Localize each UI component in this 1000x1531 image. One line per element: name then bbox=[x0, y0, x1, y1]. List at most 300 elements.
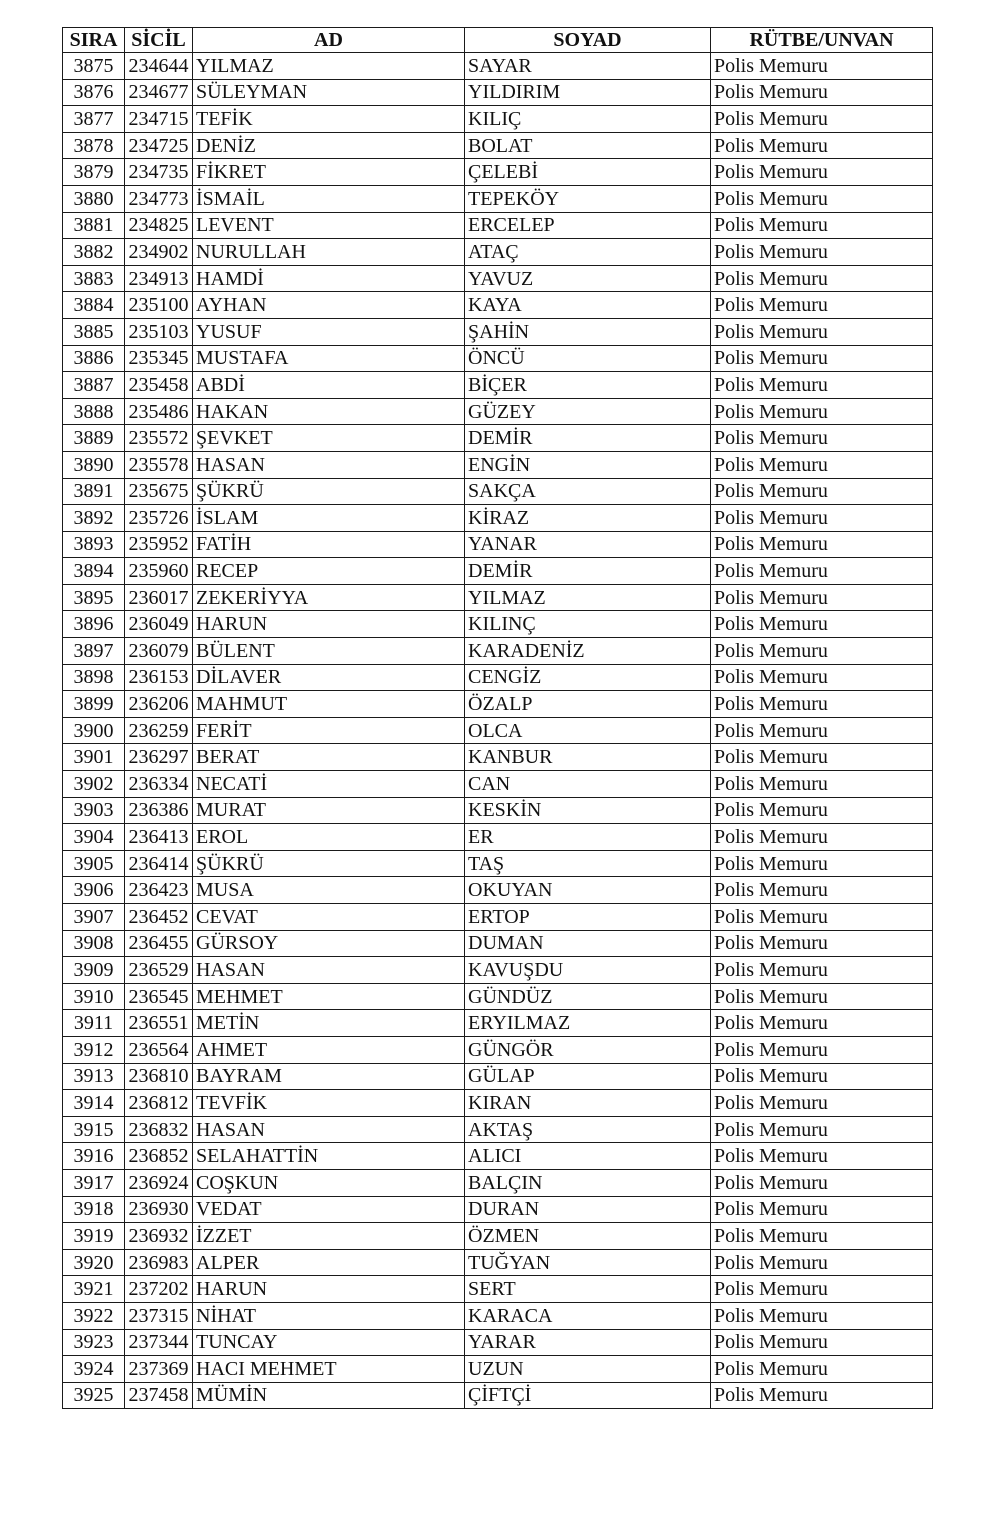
cell-sicil: 236206 bbox=[125, 691, 193, 718]
cell-sicil: 234773 bbox=[125, 185, 193, 212]
cell-ad: MURAT bbox=[193, 797, 465, 824]
cell-sira: 3876 bbox=[63, 79, 125, 106]
header-sira: SIRA bbox=[63, 28, 125, 53]
cell-ad: HASAN bbox=[193, 957, 465, 984]
cell-sicil: 236983 bbox=[125, 1249, 193, 1276]
cell-soyad: ATAÇ bbox=[465, 239, 711, 266]
table-row bbox=[63, 1249, 933, 1276]
cell-soyad: KILIÇ bbox=[465, 106, 711, 133]
cell-ad: LEVENT bbox=[193, 212, 465, 239]
cell-rutbe-unvan: Polis Memuru bbox=[711, 372, 933, 399]
cell-rutbe-unvan: Polis Memuru bbox=[711, 318, 933, 345]
cell-ad: HARUN bbox=[193, 611, 465, 638]
cell-sira: 3898 bbox=[63, 664, 125, 691]
table-row bbox=[63, 611, 933, 638]
cell-soyad: DURAN bbox=[465, 1196, 711, 1223]
cell-sira: 3896 bbox=[63, 611, 125, 638]
cell-sira: 3889 bbox=[63, 425, 125, 452]
cell-ad: TUNCAY bbox=[193, 1329, 465, 1356]
table-row bbox=[63, 1302, 933, 1329]
cell-ad: İSLAM bbox=[193, 505, 465, 532]
cell-sicil: 234902 bbox=[125, 239, 193, 266]
cell-sicil: 234913 bbox=[125, 265, 193, 292]
cell-sicil: 237315 bbox=[125, 1302, 193, 1329]
personnel-table bbox=[62, 27, 933, 1409]
cell-soyad: DEMİR bbox=[465, 425, 711, 452]
cell-ad: YUSUF bbox=[193, 318, 465, 345]
table-row bbox=[63, 930, 933, 957]
cell-rutbe-unvan: Polis Memuru bbox=[711, 1249, 933, 1276]
cell-sira: 3908 bbox=[63, 930, 125, 957]
cell-ad: VEDAT bbox=[193, 1196, 465, 1223]
cell-ad: DENİZ bbox=[193, 132, 465, 159]
table-row bbox=[63, 425, 933, 452]
cell-sicil: 235458 bbox=[125, 372, 193, 399]
cell-soyad: ALICI bbox=[465, 1143, 711, 1170]
table-row bbox=[63, 372, 933, 399]
cell-sicil: 236930 bbox=[125, 1196, 193, 1223]
table-row bbox=[63, 1382, 933, 1409]
cell-sicil: 236564 bbox=[125, 1036, 193, 1063]
cell-sicil: 234735 bbox=[125, 159, 193, 186]
header-ad: AD bbox=[193, 28, 465, 53]
table-row bbox=[63, 957, 933, 984]
cell-soyad: ÖZALP bbox=[465, 691, 711, 718]
cell-rutbe-unvan: Polis Memuru bbox=[711, 664, 933, 691]
header-rutbe-unvan: RÜTBE/UNVAN bbox=[711, 28, 933, 53]
cell-ad: ŞÜKRÜ bbox=[193, 478, 465, 505]
cell-ad: COŞKUN bbox=[193, 1169, 465, 1196]
cell-sicil: 236551 bbox=[125, 1010, 193, 1037]
table-row bbox=[63, 345, 933, 372]
table-row bbox=[63, 850, 933, 877]
cell-sira: 3903 bbox=[63, 797, 125, 824]
cell-rutbe-unvan: Polis Memuru bbox=[711, 1116, 933, 1143]
cell-sira: 3916 bbox=[63, 1143, 125, 1170]
cell-rutbe-unvan: Polis Memuru bbox=[711, 451, 933, 478]
cell-sira: 3922 bbox=[63, 1302, 125, 1329]
table-row bbox=[63, 824, 933, 851]
cell-ad: ŞEVKET bbox=[193, 425, 465, 452]
cell-sira: 3905 bbox=[63, 850, 125, 877]
cell-sira: 3878 bbox=[63, 132, 125, 159]
cell-sira: 3911 bbox=[63, 1010, 125, 1037]
cell-sicil: 237369 bbox=[125, 1356, 193, 1383]
cell-soyad: KIRAN bbox=[465, 1090, 711, 1117]
cell-sira: 3875 bbox=[63, 53, 125, 80]
table-row bbox=[63, 717, 933, 744]
cell-soyad: GÜNGÖR bbox=[465, 1036, 711, 1063]
header-row bbox=[63, 28, 933, 53]
cell-soyad: DUMAN bbox=[465, 930, 711, 957]
cell-sicil: 235486 bbox=[125, 398, 193, 425]
table-row bbox=[63, 797, 933, 824]
cell-rutbe-unvan: Polis Memuru bbox=[711, 1356, 933, 1383]
table-row bbox=[63, 664, 933, 691]
cell-ad: ALPER bbox=[193, 1249, 465, 1276]
cell-ad: METİN bbox=[193, 1010, 465, 1037]
cell-rutbe-unvan: Polis Memuru bbox=[711, 717, 933, 744]
cell-rutbe-unvan: Polis Memuru bbox=[711, 345, 933, 372]
cell-soyad: ERTOP bbox=[465, 904, 711, 931]
cell-soyad: KANBUR bbox=[465, 744, 711, 771]
cell-ad: AYHAN bbox=[193, 292, 465, 319]
cell-rutbe-unvan: Polis Memuru bbox=[711, 584, 933, 611]
cell-soyad: KAVUŞDU bbox=[465, 957, 711, 984]
cell-ad: BERAT bbox=[193, 744, 465, 771]
cell-sira: 3907 bbox=[63, 904, 125, 931]
cell-rutbe-unvan: Polis Memuru bbox=[711, 265, 933, 292]
cell-ad: HAMDİ bbox=[193, 265, 465, 292]
cell-sira: 3899 bbox=[63, 691, 125, 718]
table-row bbox=[63, 1143, 933, 1170]
cell-soyad: KARADENİZ bbox=[465, 638, 711, 665]
cell-soyad: CENGİZ bbox=[465, 664, 711, 691]
cell-rutbe-unvan: Polis Memuru bbox=[711, 531, 933, 558]
cell-sira: 3877 bbox=[63, 106, 125, 133]
cell-rutbe-unvan: Polis Memuru bbox=[711, 638, 933, 665]
cell-rutbe-unvan: Polis Memuru bbox=[711, 744, 933, 771]
cell-rutbe-unvan: Polis Memuru bbox=[711, 824, 933, 851]
cell-soyad: GÜLAP bbox=[465, 1063, 711, 1090]
cell-sira: 3895 bbox=[63, 584, 125, 611]
cell-ad: MAHMUT bbox=[193, 691, 465, 718]
cell-rutbe-unvan: Polis Memuru bbox=[711, 79, 933, 106]
cell-rutbe-unvan: Polis Memuru bbox=[711, 1143, 933, 1170]
cell-soyad: TEPEKÖY bbox=[465, 185, 711, 212]
cell-sira: 3912 bbox=[63, 1036, 125, 1063]
cell-rutbe-unvan: Polis Memuru bbox=[711, 1223, 933, 1250]
cell-rutbe-unvan: Polis Memuru bbox=[711, 239, 933, 266]
cell-soyad: KILINÇ bbox=[465, 611, 711, 638]
cell-sicil: 236334 bbox=[125, 771, 193, 798]
cell-sicil: 236049 bbox=[125, 611, 193, 638]
cell-rutbe-unvan: Polis Memuru bbox=[711, 850, 933, 877]
cell-sicil: 235960 bbox=[125, 558, 193, 585]
cell-soyad: KESKİN bbox=[465, 797, 711, 824]
table-row bbox=[63, 1063, 933, 1090]
cell-soyad: ŞAHİN bbox=[465, 318, 711, 345]
cell-sira: 3879 bbox=[63, 159, 125, 186]
cell-ad: İZZET bbox=[193, 1223, 465, 1250]
cell-soyad: BİÇER bbox=[465, 372, 711, 399]
cell-ad: NECATİ bbox=[193, 771, 465, 798]
cell-ad: SELAHATTİN bbox=[193, 1143, 465, 1170]
cell-sicil: 236079 bbox=[125, 638, 193, 665]
cell-rutbe-unvan: Polis Memuru bbox=[711, 1010, 933, 1037]
cell-rutbe-unvan: Polis Memuru bbox=[711, 1329, 933, 1356]
cell-sira: 3894 bbox=[63, 558, 125, 585]
cell-soyad: TAŞ bbox=[465, 850, 711, 877]
cell-rutbe-unvan: Polis Memuru bbox=[711, 983, 933, 1010]
table-row bbox=[63, 478, 933, 505]
cell-sira: 3884 bbox=[63, 292, 125, 319]
cell-sira: 3901 bbox=[63, 744, 125, 771]
cell-soyad: BALÇIN bbox=[465, 1169, 711, 1196]
cell-sira: 3902 bbox=[63, 771, 125, 798]
cell-sicil: 234725 bbox=[125, 132, 193, 159]
cell-rutbe-unvan: Polis Memuru bbox=[711, 132, 933, 159]
cell-sicil: 236452 bbox=[125, 904, 193, 931]
cell-sicil: 236414 bbox=[125, 850, 193, 877]
table-row bbox=[63, 1090, 933, 1117]
cell-sira: 3890 bbox=[63, 451, 125, 478]
cell-sira: 3923 bbox=[63, 1329, 125, 1356]
cell-ad: HACI MEHMET bbox=[193, 1356, 465, 1383]
table-row bbox=[63, 1329, 933, 1356]
cell-ad: AHMET bbox=[193, 1036, 465, 1063]
cell-sicil: 236852 bbox=[125, 1143, 193, 1170]
cell-sira: 3917 bbox=[63, 1169, 125, 1196]
cell-sicil: 236545 bbox=[125, 983, 193, 1010]
cell-rutbe-unvan: Polis Memuru bbox=[711, 691, 933, 718]
cell-sicil: 234677 bbox=[125, 79, 193, 106]
table-row bbox=[63, 292, 933, 319]
cell-rutbe-unvan: Polis Memuru bbox=[711, 1196, 933, 1223]
cell-sira: 3900 bbox=[63, 717, 125, 744]
cell-rutbe-unvan: Polis Memuru bbox=[711, 478, 933, 505]
cell-sicil: 234715 bbox=[125, 106, 193, 133]
cell-sicil: 236832 bbox=[125, 1116, 193, 1143]
table-row bbox=[63, 638, 933, 665]
table-row bbox=[63, 877, 933, 904]
cell-rutbe-unvan: Polis Memuru bbox=[711, 877, 933, 904]
cell-soyad: ÇELEBİ bbox=[465, 159, 711, 186]
cell-rutbe-unvan: Polis Memuru bbox=[711, 425, 933, 452]
cell-soyad: ÖNCÜ bbox=[465, 345, 711, 372]
cell-soyad: SAYAR bbox=[465, 53, 711, 80]
cell-ad: EROL bbox=[193, 824, 465, 851]
cell-sira: 3882 bbox=[63, 239, 125, 266]
table-row bbox=[63, 691, 933, 718]
cell-sira: 3919 bbox=[63, 1223, 125, 1250]
cell-rutbe-unvan: Polis Memuru bbox=[711, 957, 933, 984]
cell-ad: CEVAT bbox=[193, 904, 465, 931]
cell-ad: BÜLENT bbox=[193, 638, 465, 665]
cell-rutbe-unvan: Polis Memuru bbox=[711, 53, 933, 80]
table-row bbox=[63, 1036, 933, 1063]
cell-sicil: 236259 bbox=[125, 717, 193, 744]
cell-rutbe-unvan: Polis Memuru bbox=[711, 292, 933, 319]
cell-soyad: SERT bbox=[465, 1276, 711, 1303]
cell-ad: MUSA bbox=[193, 877, 465, 904]
cell-ad: TEVFİK bbox=[193, 1090, 465, 1117]
cell-rutbe-unvan: Polis Memuru bbox=[711, 212, 933, 239]
cell-sicil: 236386 bbox=[125, 797, 193, 824]
cell-sicil: 237458 bbox=[125, 1382, 193, 1409]
table-row bbox=[63, 744, 933, 771]
cell-ad: ZEKERİYYA bbox=[193, 584, 465, 611]
cell-soyad: YAVUZ bbox=[465, 265, 711, 292]
table-row bbox=[63, 318, 933, 345]
cell-sira: 3921 bbox=[63, 1276, 125, 1303]
cell-soyad: GÜNDÜZ bbox=[465, 983, 711, 1010]
cell-sira: 3910 bbox=[63, 983, 125, 1010]
cell-sicil: 236153 bbox=[125, 664, 193, 691]
cell-ad: BAYRAM bbox=[193, 1063, 465, 1090]
cell-soyad: KİRAZ bbox=[465, 505, 711, 532]
table-row bbox=[63, 79, 933, 106]
table-row bbox=[63, 451, 933, 478]
table-row bbox=[63, 212, 933, 239]
cell-sicil: 236413 bbox=[125, 824, 193, 851]
cell-sicil: 235675 bbox=[125, 478, 193, 505]
cell-soyad: YILMAZ bbox=[465, 584, 711, 611]
cell-sicil: 235572 bbox=[125, 425, 193, 452]
cell-sira: 3897 bbox=[63, 638, 125, 665]
cell-soyad: ER bbox=[465, 824, 711, 851]
cell-ad: SÜLEYMAN bbox=[193, 79, 465, 106]
cell-sira: 3888 bbox=[63, 398, 125, 425]
table-row bbox=[63, 265, 933, 292]
table-row bbox=[63, 1196, 933, 1223]
cell-sira: 3904 bbox=[63, 824, 125, 851]
cell-rutbe-unvan: Polis Memuru bbox=[711, 611, 933, 638]
table-row bbox=[63, 398, 933, 425]
cell-ad: TEFİK bbox=[193, 106, 465, 133]
cell-sicil: 235952 bbox=[125, 531, 193, 558]
table-row bbox=[63, 1276, 933, 1303]
cell-rutbe-unvan: Polis Memuru bbox=[711, 505, 933, 532]
cell-soyad: ERYILMAZ bbox=[465, 1010, 711, 1037]
cell-sicil: 235100 bbox=[125, 292, 193, 319]
cell-sicil: 237344 bbox=[125, 1329, 193, 1356]
cell-sira: 3913 bbox=[63, 1063, 125, 1090]
table-row bbox=[63, 132, 933, 159]
cell-soyad: YILDIRIM bbox=[465, 79, 711, 106]
cell-sira: 3892 bbox=[63, 505, 125, 532]
table-row bbox=[63, 983, 933, 1010]
cell-sicil: 235726 bbox=[125, 505, 193, 532]
cell-ad: MEHMET bbox=[193, 983, 465, 1010]
cell-sicil: 236297 bbox=[125, 744, 193, 771]
table-row bbox=[63, 904, 933, 931]
cell-sicil: 236812 bbox=[125, 1090, 193, 1117]
cell-sira: 3925 bbox=[63, 1382, 125, 1409]
cell-soyad: SAKÇA bbox=[465, 478, 711, 505]
cell-rutbe-unvan: Polis Memuru bbox=[711, 1169, 933, 1196]
table-row bbox=[63, 1116, 933, 1143]
cell-soyad: ERCELEP bbox=[465, 212, 711, 239]
cell-soyad: CAN bbox=[465, 771, 711, 798]
cell-ad: HARUN bbox=[193, 1276, 465, 1303]
cell-rutbe-unvan: Polis Memuru bbox=[711, 1276, 933, 1303]
cell-sira: 3909 bbox=[63, 957, 125, 984]
cell-soyad: TUĞYAN bbox=[465, 1249, 711, 1276]
table-row bbox=[63, 531, 933, 558]
cell-sira: 3914 bbox=[63, 1090, 125, 1117]
cell-soyad: ÖZMEN bbox=[465, 1223, 711, 1250]
cell-soyad: BOLAT bbox=[465, 132, 711, 159]
cell-sicil: 234644 bbox=[125, 53, 193, 80]
cell-sicil: 234825 bbox=[125, 212, 193, 239]
cell-rutbe-unvan: Polis Memuru bbox=[711, 771, 933, 798]
cell-ad: HAKAN bbox=[193, 398, 465, 425]
cell-soyad: AKTAŞ bbox=[465, 1116, 711, 1143]
cell-sira: 3881 bbox=[63, 212, 125, 239]
table-row bbox=[63, 505, 933, 532]
cell-sicil: 235345 bbox=[125, 345, 193, 372]
table-row bbox=[63, 159, 933, 186]
cell-sira: 3893 bbox=[63, 531, 125, 558]
table-row bbox=[63, 584, 933, 611]
table-row bbox=[63, 1356, 933, 1383]
cell-sira: 3906 bbox=[63, 877, 125, 904]
cell-soyad: KAYA bbox=[465, 292, 711, 319]
cell-sicil: 236810 bbox=[125, 1063, 193, 1090]
cell-rutbe-unvan: Polis Memuru bbox=[711, 1063, 933, 1090]
table-header bbox=[63, 28, 933, 53]
cell-sira: 3886 bbox=[63, 345, 125, 372]
table-row bbox=[63, 771, 933, 798]
cell-sira: 3891 bbox=[63, 478, 125, 505]
cell-ad: DİLAVER bbox=[193, 664, 465, 691]
cell-soyad: ÇİFTÇİ bbox=[465, 1382, 711, 1409]
cell-ad: NİHAT bbox=[193, 1302, 465, 1329]
table-row bbox=[63, 185, 933, 212]
cell-soyad: GÜZEY bbox=[465, 398, 711, 425]
cell-soyad: DEMİR bbox=[465, 558, 711, 585]
header-soyad: SOYAD bbox=[465, 28, 711, 53]
cell-sira: 3883 bbox=[63, 265, 125, 292]
table-row bbox=[63, 106, 933, 133]
cell-sicil: 236932 bbox=[125, 1223, 193, 1250]
cell-ad: GÜRSOY bbox=[193, 930, 465, 957]
cell-rutbe-unvan: Polis Memuru bbox=[711, 185, 933, 212]
cell-rutbe-unvan: Polis Memuru bbox=[711, 904, 933, 931]
cell-rutbe-unvan: Polis Memuru bbox=[711, 106, 933, 133]
table-row bbox=[63, 239, 933, 266]
cell-sicil: 236455 bbox=[125, 930, 193, 957]
cell-ad: NURULLAH bbox=[193, 239, 465, 266]
table-body bbox=[63, 53, 933, 1409]
cell-ad: RECEP bbox=[193, 558, 465, 585]
cell-ad: FATİH bbox=[193, 531, 465, 558]
cell-soyad: UZUN bbox=[465, 1356, 711, 1383]
cell-ad: MÜMİN bbox=[193, 1382, 465, 1409]
cell-ad: HASAN bbox=[193, 451, 465, 478]
cell-sira: 3880 bbox=[63, 185, 125, 212]
cell-sicil: 235578 bbox=[125, 451, 193, 478]
cell-rutbe-unvan: Polis Memuru bbox=[711, 1302, 933, 1329]
cell-ad: MUSTAFA bbox=[193, 345, 465, 372]
cell-ad: FİKRET bbox=[193, 159, 465, 186]
cell-ad: FERİT bbox=[193, 717, 465, 744]
cell-rutbe-unvan: Polis Memuru bbox=[711, 1090, 933, 1117]
table-row bbox=[63, 1010, 933, 1037]
cell-sira: 3920 bbox=[63, 1249, 125, 1276]
cell-rutbe-unvan: Polis Memuru bbox=[711, 398, 933, 425]
document-page bbox=[62, 27, 932, 1409]
cell-rutbe-unvan: Polis Memuru bbox=[711, 1036, 933, 1063]
cell-soyad: KARACA bbox=[465, 1302, 711, 1329]
cell-sira: 3885 bbox=[63, 318, 125, 345]
cell-soyad: OKUYAN bbox=[465, 877, 711, 904]
cell-ad: ŞÜKRÜ bbox=[193, 850, 465, 877]
cell-soyad: YARAR bbox=[465, 1329, 711, 1356]
cell-soyad: ENGİN bbox=[465, 451, 711, 478]
cell-sira: 3887 bbox=[63, 372, 125, 399]
cell-rutbe-unvan: Polis Memuru bbox=[711, 159, 933, 186]
cell-rutbe-unvan: Polis Memuru bbox=[711, 797, 933, 824]
cell-ad: HASAN bbox=[193, 1116, 465, 1143]
table-row bbox=[63, 558, 933, 585]
cell-soyad: YANAR bbox=[465, 531, 711, 558]
cell-ad: İSMAİL bbox=[193, 185, 465, 212]
cell-soyad: OLCA bbox=[465, 717, 711, 744]
cell-sicil: 236924 bbox=[125, 1169, 193, 1196]
cell-rutbe-unvan: Polis Memuru bbox=[711, 1382, 933, 1409]
